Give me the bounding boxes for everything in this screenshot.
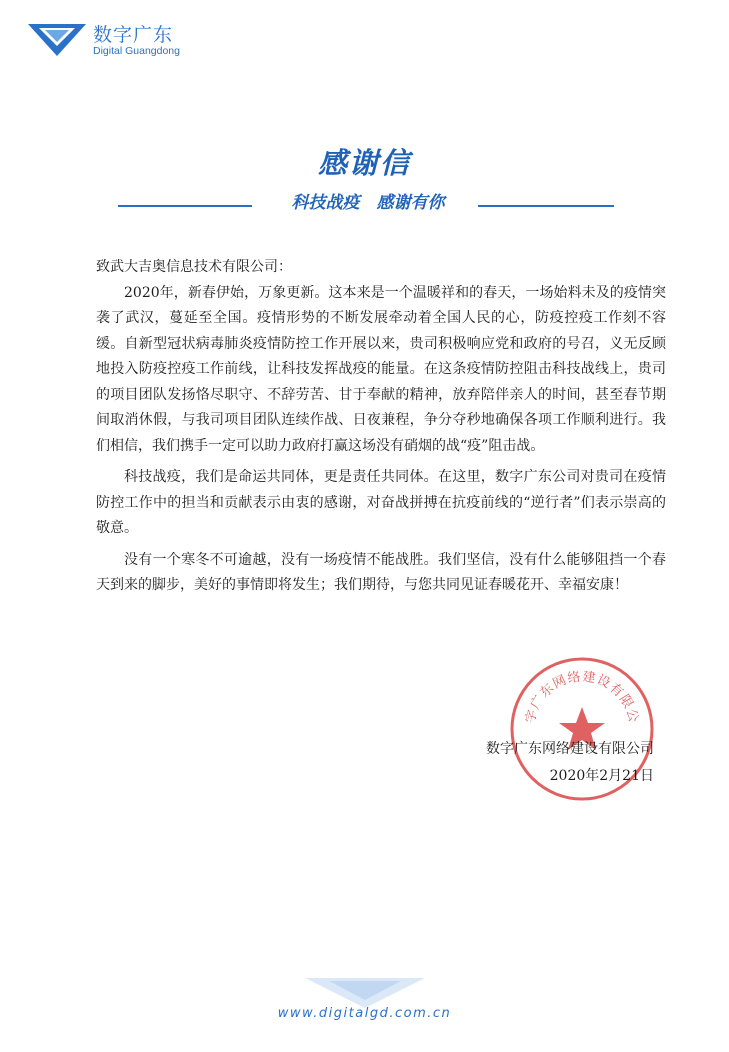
footer — [0, 978, 729, 1038]
letter-paragraph-1: 2020年，新春伊始，万象更新。这本来是一个温暖祥和的春天，一场始料未及的疫情突袭了武汉，蔓延至全国。疫情形势的不断发展牵动着全国人民的心，防疫控疫工作刻不容缓。自新型冠状病毒肺炎疫情防控工作开展以来，贵司积极响应党和政府的号召，义无反顾地投入防疫控疫工作前线，让科技发挥战疫的能量。在这条疫情防控阻击科技战线上，贵司的项目团队发扬恪尽职守、不辞劳苦、甘于奉献的精神，放弃陪伴亲人的时间，甚至春节期间取消休假，与我司项目团队连续作战、日夜兼程，争分夺秒地确保各项工作顺利进行。我们相信，我们携手一定可以助力政府打赢这场没有硝烟的战“疫”阻击战。 — [96, 284, 666, 454]
logo-mark-icon — [28, 22, 86, 56]
logo-chinese-name: 数字广东 — [93, 24, 174, 46]
website-url[interactable]: www.digitalgd.com.cn — [277, 1006, 452, 1021]
seal-text: 字广东网络建设有限公 — [523, 669, 641, 725]
letter-body — [96, 255, 666, 599]
subtitle-row — [118, 188, 614, 214]
signature-block — [450, 736, 654, 790]
letter-title: 感谢信 — [317, 146, 411, 180]
letter-subtitle: 科技战疫 感谢有你 — [291, 193, 445, 213]
subtitle-right-line — [478, 205, 614, 207]
signature-date: 2020年2月21日 — [549, 768, 654, 784]
letter-paragraph-2: 科技战疫，我们是命运共同体，更是责任共同体。在这里，数字广东公司对贵司在疫情防控工作中的担当和贡献表示由衷的感谢，对奋战拼搏在抗疫前线的“逆行者”们表示崇高的敬意。 — [96, 469, 666, 536]
footer-logo-mark-icon — [305, 978, 425, 1008]
svg-text:数字广东网络建设有限公司 — [508, 655, 641, 725]
letter-greeting: 致武大吉奥信息技术有限公司： — [96, 259, 292, 275]
letter-paragraph-3: 没有一个寒冬不可逾越，没有一场疫情不能战胜。我们坚信，没有什么能够阻挡一个春天到来的脚步，美好的事情即将发生；我们期待，与您共同见证春暖花开、幸福安康！ — [96, 551, 666, 593]
signature-company: 数字广东网络建设有限公司 — [486, 741, 654, 757]
subtitle-left-line — [118, 205, 252, 207]
logo-english-name: Digital Guangdong — [93, 45, 180, 57]
company-logo — [28, 18, 188, 62]
